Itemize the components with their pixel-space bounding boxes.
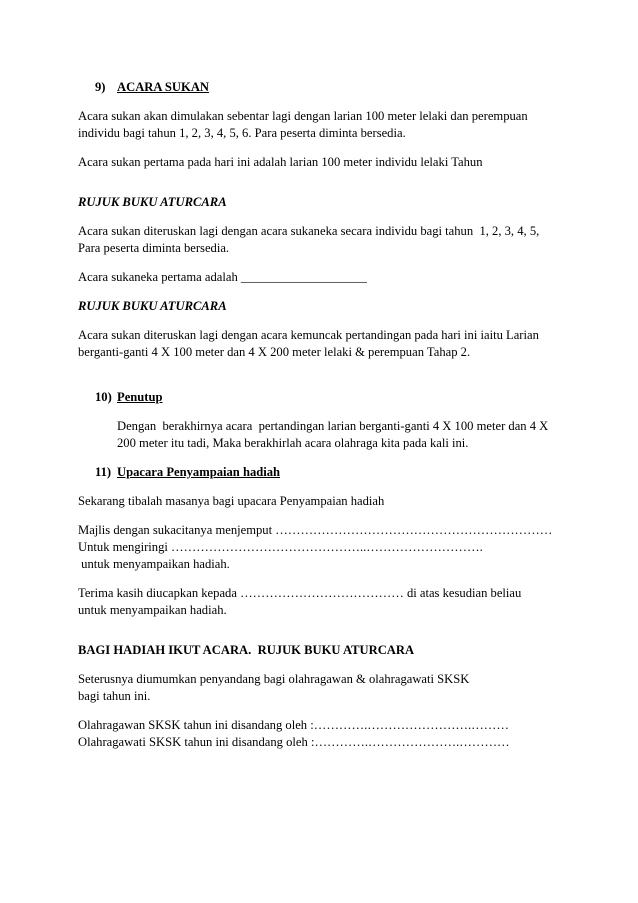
section-10-para-line-2: 200 meter itu tadi, Maka berakhirlah acara olahraga kita pada kali ini. [117,436,469,450]
section-9-para-3-line-2: Para peserta diminta bersedia. [78,241,230,255]
section-11-para-2-line-2: Untuk mengiringi ………………………………………..………………………. [78,540,483,554]
bagi-hadiah-heading: BAGI HADIAH IKUT ACARA. RUJUK BUKU ATURCARA [78,643,415,657]
section-9-number: 9) [95,80,106,94]
olahragawati-line: Olahragawati SKSK tahun ini disandang oleh :………….………………….………… [78,735,510,749]
section-9-para-3-line-1: Acara sukan diteruskan lagi dengan acara sukaneka secara individu bagi tahun 1, 2, 3, 4, 5, [78,224,540,238]
section-11-number: 11) [95,465,112,479]
section-9-para-4: Acara sukaneka pertama adalah ____________________ [78,270,367,284]
seterusnya-line-1: Seterusnya diumumkan penyandang bagi olahragawan & olahragawati SKSK [78,672,470,686]
rujuk-buku-aturcara-1: RUJUK BUKU ATURCARA [78,195,227,209]
section-10-para-line-1: Dengan berakhirnya acara pertandingan larian berganti-ganti 4 X 100 meter dan 4 X [117,419,549,433]
seterusnya-line-2: bagi tahun ini. [78,689,151,703]
section-10-number: 10) [95,390,112,404]
section-9-para-5-line-1: Acara sukan diteruskan lagi dengan acara kemuncak pertandingan pada hari ini iaitu Larian [78,328,539,342]
section-10-title: Penutup [117,390,163,404]
section-9-para-1-line-1: Acara sukan akan dimulakan sebentar lagi dengan larian 100 meter lelaki dan perempuan [78,109,528,123]
section-11-para-1: Sekarang tibalah masanya bagi upacara Penyampaian hadiah [78,494,385,508]
section-11-para-2-line-3: untuk menyampaikan hadiah. [78,557,230,571]
section-11-title: Upacara Penyampaian hadiah [117,465,281,479]
section-11-para-3-line-2: untuk menyampaikan hadiah. [78,603,227,617]
section-9-title: ACARA SUKAN [117,80,210,94]
section-9-para-5-line-2: berganti-ganti 4 X 100 meter dan 4 X 200 meter lelaki & perempuan Tahap 2. [78,345,471,359]
section-9-para-1-line-2: individu bagi tahun 1, 2, 3, 4, 5, 6. Para peserta diminta bersedia. [78,126,406,140]
section-9-para-2: Acara sukan pertama pada hari ini adalah larian 100 meter individu lelaki Tahun [78,155,483,169]
section-11-para-2-line-1: Majlis dengan sukacitanya menjemput ………………………………………………………… [78,523,553,537]
rujuk-buku-aturcara-2: RUJUK BUKU ATURCARA [78,299,227,313]
section-11-para-3-line-1: Terima kasih diucapkan kepada ………………………………… di atas kesudian beliau [78,586,522,600]
olahragawan-line: Olahragawan SKSK tahun ini disandang oleh :………….…………………….……… [78,718,509,732]
